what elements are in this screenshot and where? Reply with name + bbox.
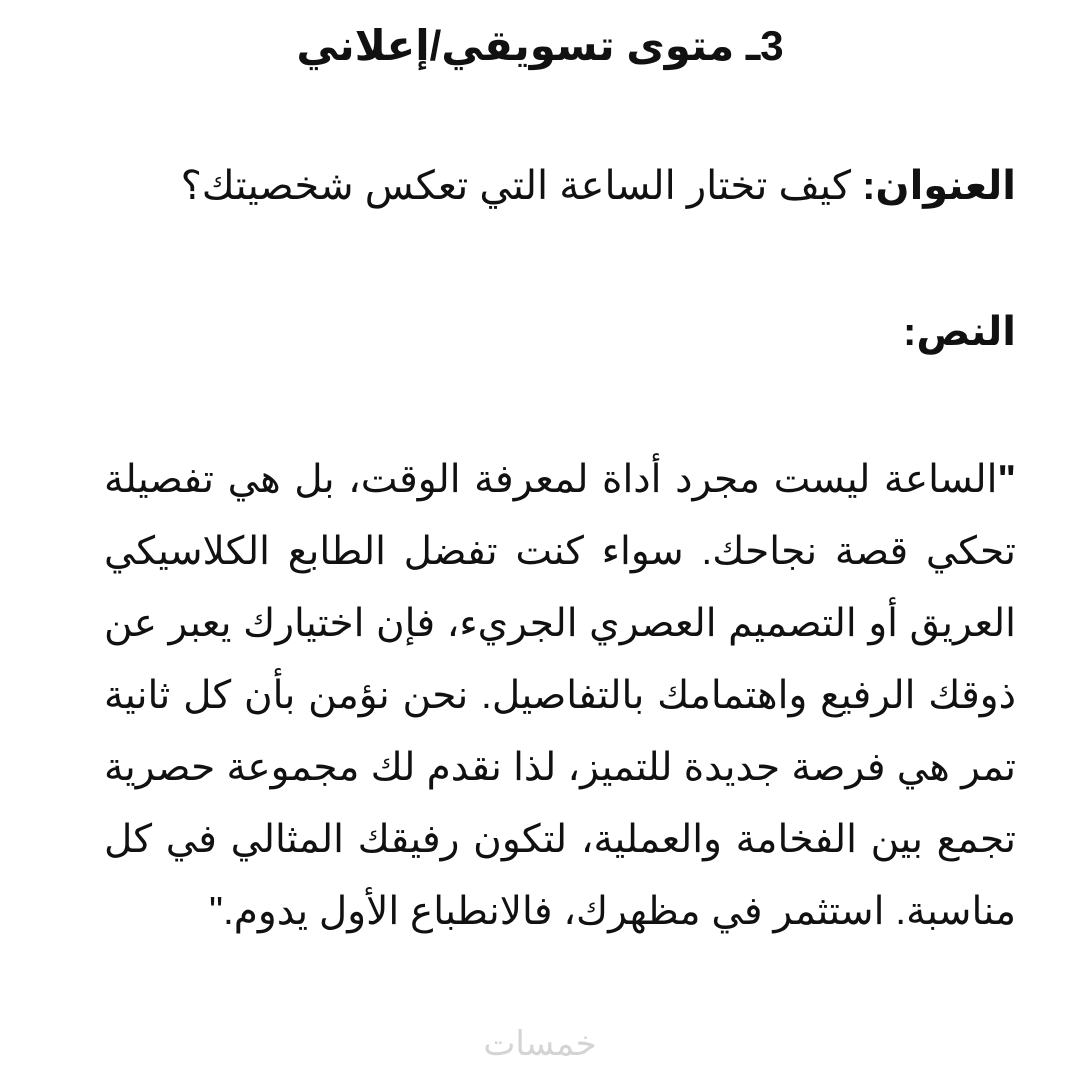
headline-label: العنوان:: [862, 164, 1016, 208]
body-text: الساعة ليست مجرد أداة لمعرفة الوقت، بل هي تفصيلة تحكي قصة نجاحك. سواء كنت تفضل الطابع الكلاسيكي العريق أو التصميم العصري الجريء، فإن اختيارك يعبر عن ذوقك الرفيع واهتمامك بالتفاصيل. نحن نؤمن بأن كل ثانية تمر هي فرصة جديدة للتميز، لذا نقدم لك مجموعة حصرية تجمع بين الفخامة والعملية، لتكون رفيقك المثالي في كل مناسبة. استثمر في مظهرك، فالانطباع الأول يدوم.": [104, 458, 1016, 933]
opening-quote: ": [997, 458, 1016, 501]
headline: [56, 156, 1016, 216]
section-title: 3ـ متوى تسويقي/إعلاني: [296, 22, 784, 69]
body-label: النص:: [903, 310, 1016, 354]
watermark-logo: خمسات: [483, 1024, 597, 1064]
body-paragraph: [104, 444, 1016, 948]
headline-text: كيف تختار الساعة التي تعكس شخصيتك؟: [180, 164, 863, 208]
